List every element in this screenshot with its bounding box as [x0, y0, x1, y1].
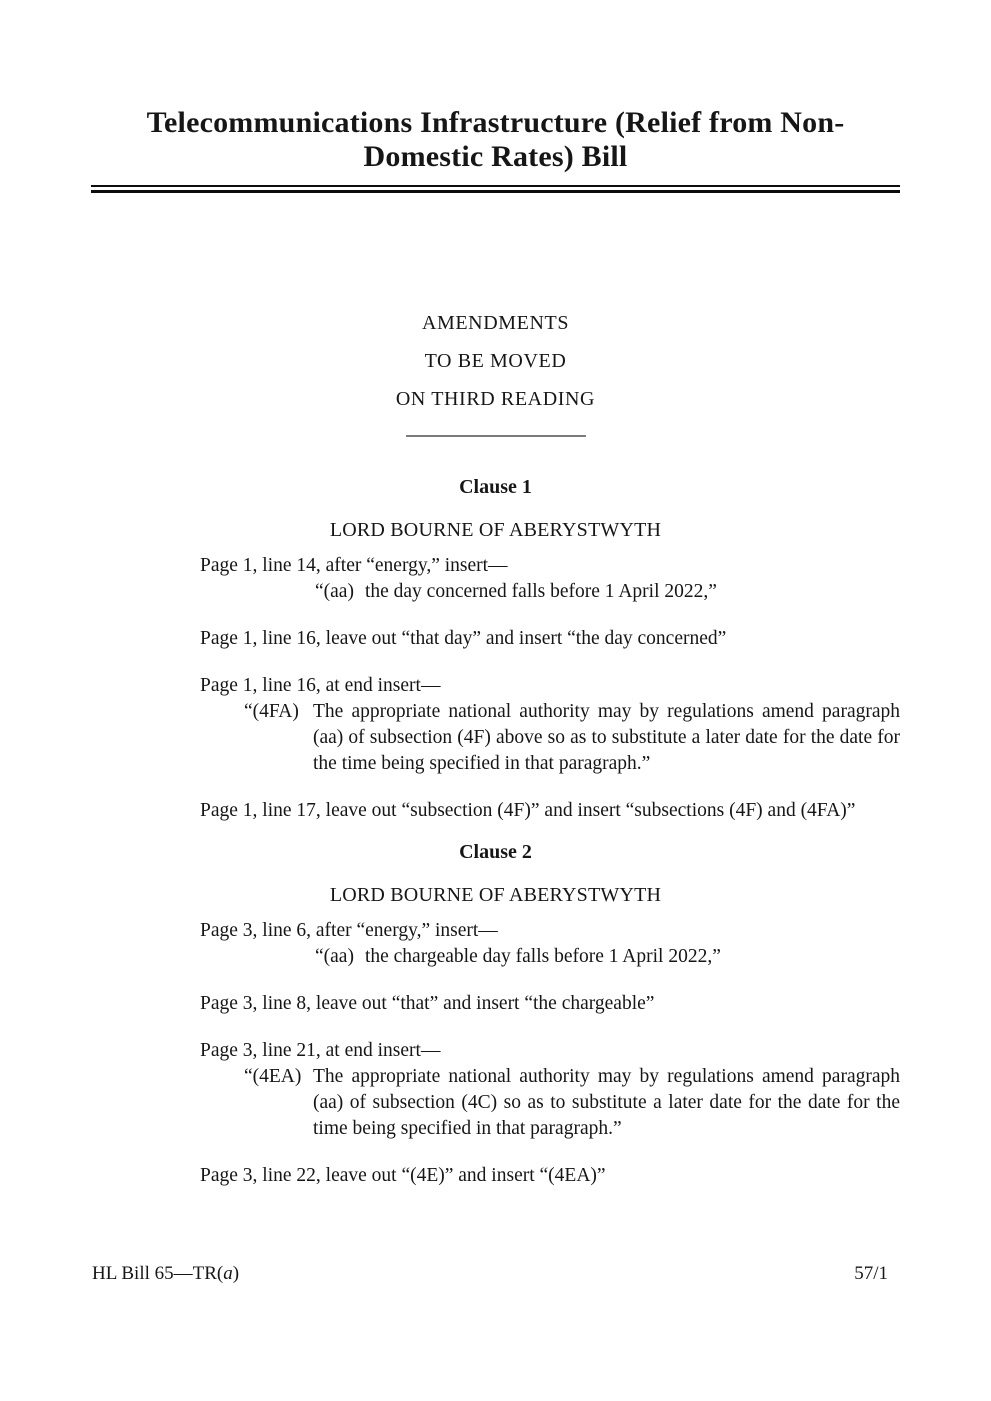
clause-1-mover: LORD BOURNE OF ABERYSTWYTH — [329, 519, 662, 541]
amendment-lead: Page 1, line 14, after “energy,” insert— — [200, 555, 508, 576]
amendment-lead: Page 1, line 17, leave out “subsection (4F)” and insert “subsections (4F) and (4FA)” — [200, 800, 856, 821]
clause-1-section — [0, 477, 991, 824]
footer-bill-number-prefix: HL Bill 65—TR( — [92, 1263, 224, 1284]
amendment-lead: Page 1, line 16, at end insert— — [200, 675, 441, 696]
footer-bill-number-suffix: ) — [232, 1263, 240, 1284]
heading-amendments: AMENDMENTS — [421, 312, 570, 334]
section-divider-line — [406, 435, 586, 437]
clause-2-section — [0, 842, 991, 1189]
heading-on-third-reading: ON THIRD READING — [395, 388, 596, 410]
amendment-lead: Page 3, line 22, leave out “(4E)” and insert “(4EA)” — [200, 1165, 606, 1186]
bill-title — [60, 0, 931, 174]
quote-label: “(4FA) — [244, 701, 299, 722]
quote-label: “(4EA) — [244, 1066, 302, 1087]
clause-2-amendments — [0, 918, 991, 1189]
bill-title-line1: Telecommunications Infrastructure (Relief from Non- — [146, 106, 845, 139]
quote-label: “(aa) — [315, 581, 354, 602]
amendment-quote-line — [315, 944, 900, 970]
amendment-lead: Page 1, line 16, leave out “that day” and insert “the day concerned” — [200, 628, 727, 649]
quote-text: the day concerned falls before 1 April 2022,” — [364, 581, 717, 602]
amendment-lead: Page 3, line 8, leave out “that” and insert “the chargeable” — [200, 993, 655, 1014]
amendment-lead: Page 3, line 21, at end insert— — [200, 1040, 441, 1061]
amendment — [0, 918, 900, 970]
amendment-lead: Page 3, line 6, after “energy,” insert— — [200, 920, 498, 941]
clause-2-mover: LORD BOURNE OF ABERYSTWYTH — [329, 884, 662, 906]
footer-bill-number-italic: a — [223, 1263, 233, 1284]
clause-1-amendments — [0, 553, 991, 824]
amendment — [0, 1038, 900, 1142]
quote-text: The appropriate national authority may by regulations amend paragraph (aa) of subsection (4C) so as to substitute a later date for the date for the time being specified in that paragraph.” — [313, 1066, 900, 1139]
heading-to-be-moved: TO BE MOVED — [424, 350, 567, 372]
amendment — [0, 991, 900, 1017]
document-heading — [0, 304, 991, 418]
quote-label: “(aa) — [315, 946, 354, 967]
amendment — [0, 626, 900, 652]
title-double-rule — [91, 185, 900, 193]
amendment-block-quote — [244, 1064, 900, 1142]
quote-text: the chargeable day falls before 1 April 2022,” — [364, 946, 721, 967]
amendment-quote-line — [315, 579, 900, 605]
amendment — [0, 553, 900, 605]
clause-1-heading: Clause 1 — [459, 476, 532, 498]
amendment-block-quote — [244, 699, 900, 777]
page-footer — [92, 1263, 888, 1285]
bill-title-line2: Domestic Rates) Bill — [363, 140, 628, 173]
amendment — [0, 673, 900, 777]
clause-2-heading: Clause 2 — [459, 841, 532, 863]
footer-page-number: 57/1 — [854, 1263, 888, 1284]
quote-text: The appropriate national authority may by regulations amend paragraph (aa) of subsection (4F) above so as to substitute a later date for the date for the time being specified in that paragraph.” — [313, 701, 900, 774]
amendment — [0, 1163, 900, 1189]
footer-bill-number — [92, 1263, 239, 1285]
amendment — [0, 798, 900, 824]
